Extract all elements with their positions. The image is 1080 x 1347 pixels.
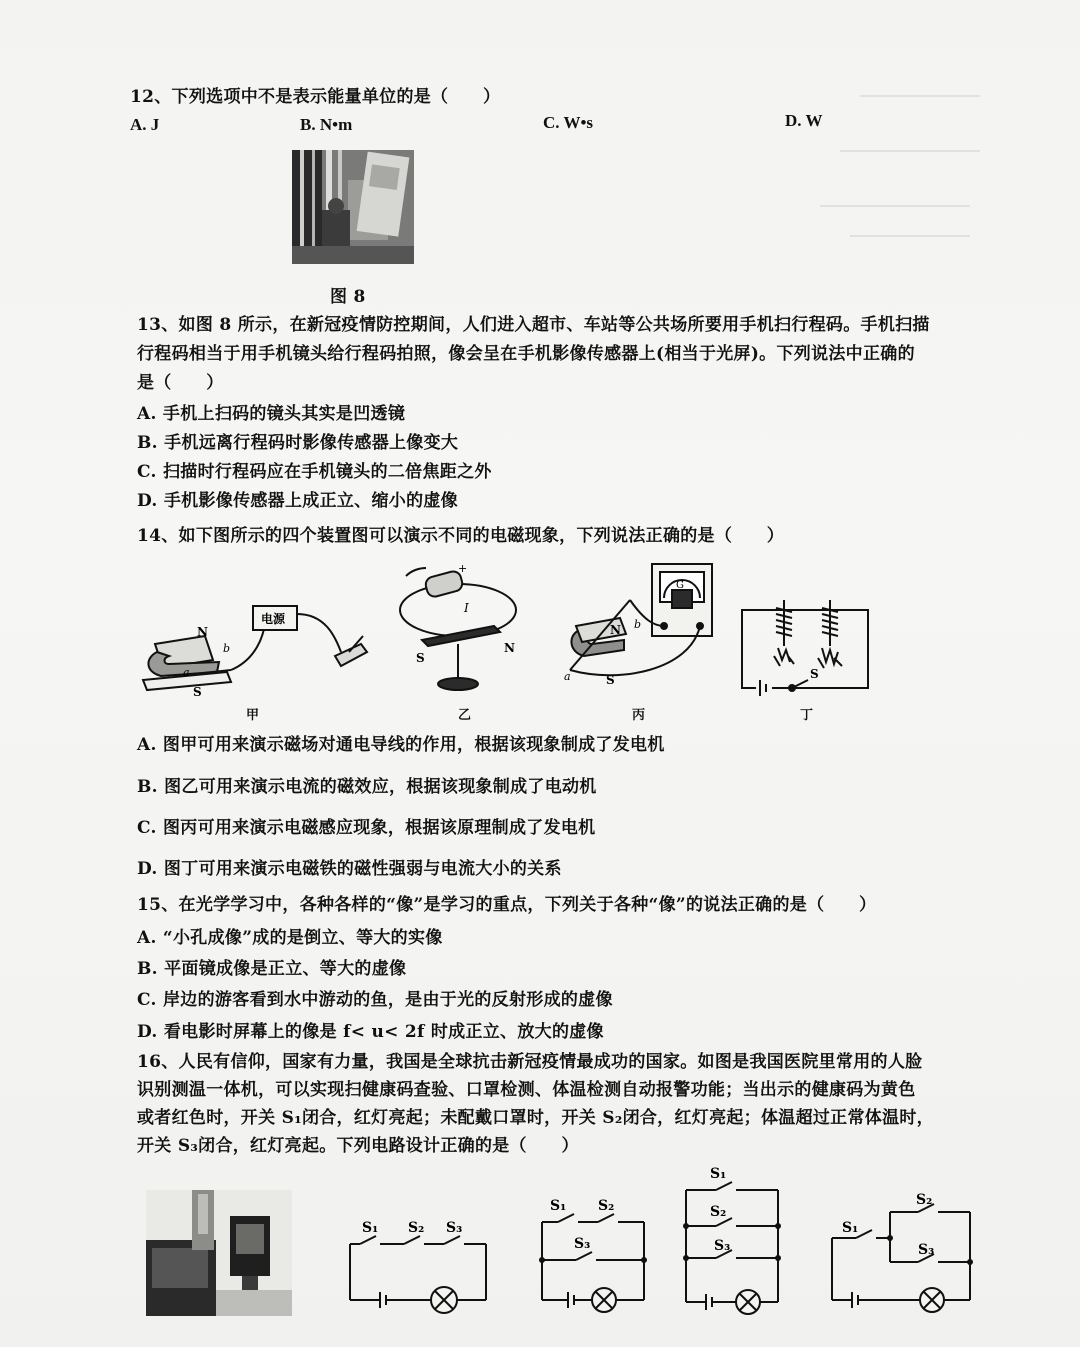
q16-b-s1-label: S₁ bbox=[550, 1198, 567, 1214]
q13-option-b: B. 手机远离行程码时影像传感器上像变大 bbox=[137, 433, 459, 453]
q12-option-a: A. J bbox=[130, 115, 160, 134]
q15-option-c: C. 岸边的游客看到水中游动的鱼，是由于光的反射形成的虚像 bbox=[137, 990, 613, 1010]
q16-circuit-d bbox=[828, 1192, 978, 1316]
q15-stem: 15、在光学学习中，各种各样的“像”是学习的重点，下列关于各种“像”的说法正确的是（ ） bbox=[137, 895, 877, 915]
q14-ding-s-label: S bbox=[810, 667, 819, 681]
q12-option-b: B. N•m bbox=[300, 115, 353, 134]
q14-figure-bing bbox=[560, 560, 718, 690]
q16-b-s2-label: S₂ bbox=[598, 1198, 615, 1214]
q14-option-b: B. 图乙可用来演示电流的磁效应，根据该现象制成了电动机 bbox=[137, 777, 597, 797]
q12-stem: 12、下列选项中不是表示能量单位的是（ ） bbox=[130, 87, 501, 107]
q16-a-s2-label: S₂ bbox=[408, 1220, 425, 1236]
q16-b-s3-label: S₃ bbox=[574, 1236, 591, 1252]
q14-stem: 14、如下图所示的四个装置图可以演示不同的电磁现象，下列说法正确的是（ ） bbox=[137, 526, 785, 546]
q14-jia-power-label: 电源 bbox=[261, 612, 286, 626]
q14-label-bing: 丙 bbox=[632, 708, 646, 723]
q16-circuit-a bbox=[346, 1214, 492, 1314]
q16-a-s3-label: S₃ bbox=[446, 1220, 463, 1236]
q16-c-s3-label: S₃ bbox=[714, 1238, 731, 1254]
q15-option-b: B. 平面镜成像是正立、等大的虚像 bbox=[137, 959, 407, 979]
q16-stem-line-3: 或者红色时，开关 S₁闭合，红灯亮起；未配戴口罩时，开关 S₂闭合，红灯亮起；体温超过正常体温时， bbox=[137, 1108, 934, 1128]
q16-circuit-b bbox=[536, 1192, 650, 1316]
q14-figure-ding bbox=[738, 596, 878, 696]
q13-option-a: A. 手机上扫码的镜头其实是凹透镜 bbox=[137, 404, 406, 424]
q14-figure-yi bbox=[392, 560, 528, 694]
q15-option-a: A. “小孔成像”成的是倒立、等大的实像 bbox=[137, 928, 443, 948]
q14-option-a: A. 图甲可用来演示磁场对通电导线的作用，根据该现象制成了发电机 bbox=[137, 735, 665, 755]
q16-a-s1-label: S₁ bbox=[362, 1220, 379, 1236]
q12-option-d: D. W bbox=[785, 111, 823, 130]
q13-stem-line-3: 是（ ） bbox=[137, 373, 224, 393]
q14-label-yi: 乙 bbox=[458, 708, 472, 723]
q14-yi-plus-label: + bbox=[458, 562, 468, 575]
fig8-caption: 图 8 bbox=[330, 287, 366, 307]
q14-bing-s-label: S bbox=[606, 673, 615, 687]
q14-yi-n-label: N bbox=[504, 641, 515, 655]
q16-device-photo bbox=[146, 1190, 292, 1316]
q16-d-s1-label: S₁ bbox=[842, 1220, 859, 1236]
q14-bing-a-label: a bbox=[564, 670, 571, 683]
q16-circuit-c bbox=[680, 1162, 784, 1318]
q13-option-d: D. 手机影像传感器上成正立、缩小的虚像 bbox=[137, 491, 458, 511]
q14-jia-s-label: S bbox=[193, 685, 202, 699]
q16-stem-line-1: 16、人民有信仰，国家有力量，我国是全球抗击新冠疫情最成功的国家。如图是我国医院里常用的人脸 bbox=[137, 1052, 923, 1072]
q16-stem-line-2: 识别测温一体机，可以实现扫健康码查验、口罩检测、体温检测自动报警功能；当出示的健康码为黄色 bbox=[137, 1080, 916, 1100]
q16-d-s2-label: S₂ bbox=[916, 1192, 933, 1208]
q14-bing-n-label: N bbox=[610, 623, 621, 637]
q13-option-c: C. 扫描时行程码应在手机镜头的二倍焦距之外 bbox=[137, 462, 492, 482]
q16-c-s2-label: S₂ bbox=[710, 1204, 727, 1220]
q12-option-c: C. W•s bbox=[543, 113, 594, 132]
q14-option-c: C. 图丙可用来演示电磁感应现象，根据该原理制成了发电机 bbox=[137, 818, 596, 838]
q14-figure-jia bbox=[135, 596, 375, 700]
q14-bing-b-label: b bbox=[634, 618, 642, 631]
q16-c-s1-label: S₁ bbox=[710, 1166, 727, 1182]
q13-stem-line-2: 行程码相当于用手机镜头给行程码拍照，像会呈在手机影像传感器上(相当于光屏)。下列说法中正确的 bbox=[137, 344, 915, 364]
q14-jia-b-label: b bbox=[223, 642, 231, 655]
q14-jia-a-label: a bbox=[183, 666, 190, 679]
q14-label-jia: 甲 bbox=[246, 708, 260, 723]
q14-option-d: D. 图丁可用来演示电磁铁的磁性强弱与电流大小的关系 bbox=[137, 859, 562, 879]
q14-yi-current-label: I bbox=[464, 601, 469, 615]
q14-jia-n-label: N bbox=[197, 625, 208, 639]
q15-option-d: D. 看电影时屏幕上的像是 f< u< 2f 时成正立、放大的虚像 bbox=[137, 1022, 604, 1042]
fig8-photo bbox=[292, 150, 414, 264]
q16-stem-line-4: 开关 S₃闭合，红灯亮起。下列电路设计正确的是（ ） bbox=[137, 1136, 579, 1156]
q13-stem-line-1: 13、如图 8 所示，在新冠疫情防控期间，人们进入超市、车站等公共场所要用手机扫行程码。手机扫描 bbox=[137, 315, 930, 335]
q14-bing-g-label: G bbox=[676, 580, 684, 591]
q16-d-s3-label: S₃ bbox=[918, 1242, 935, 1258]
q14-label-ding: 丁 bbox=[800, 708, 814, 723]
q14-yi-s-label: S bbox=[416, 651, 425, 665]
